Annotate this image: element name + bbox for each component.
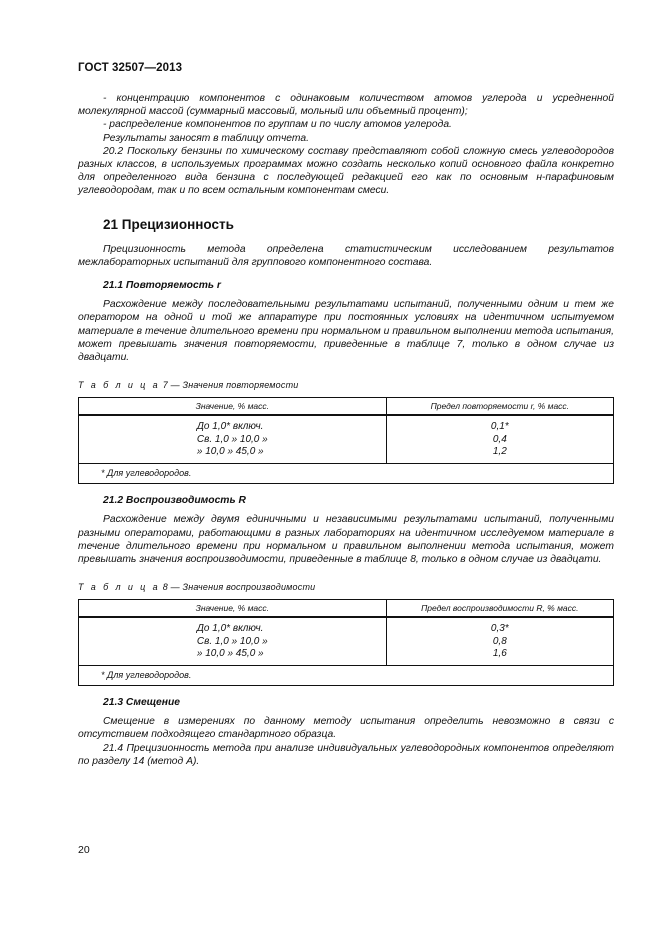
- section-21-text: Прецизионность метода определена статистическим исследованием результатов межлабораторных испытаний для группового компонентного состава.: [78, 243, 614, 268]
- table-8-limit-row: 0,8: [492, 635, 507, 647]
- table-7-caption-title: 7 — Значения повторяемости: [160, 380, 299, 391]
- table-7-value-cell: [79, 415, 387, 463]
- table-7-value-row: Св. 1,0 » 10,0 »: [196, 433, 268, 445]
- table-8-value-row: До 1,0* включ.: [196, 623, 264, 635]
- table-8-footnote: * Для углеводородов.: [79, 665, 614, 685]
- table-8-value-row: » 10,0 » 45,0 »: [196, 648, 264, 660]
- table-8-limit-cell: [386, 617, 613, 665]
- table-8-caption-title: 8 — Значения воспроизводимости: [160, 582, 316, 593]
- table-7: [78, 397, 614, 484]
- section-21-1-heading: 21.1 Повторяемость r: [103, 280, 221, 292]
- table-8-value-row: Св. 1,0 » 10,0 »: [196, 635, 268, 647]
- table-7-limit-row: 0,1*: [490, 421, 509, 433]
- table-7-limit-cell: [386, 415, 613, 463]
- table-7-caption: [78, 379, 614, 392]
- section-21-3-text: Смещение в измерениях по данному методу испытания определить невозможно в связи с отсутствием подходящего стандартного образца.: [78, 716, 614, 741]
- section-21-1-text: Расхождение между последовательными результатами испытаний, полученными одним и тем же оператором на одной и той же аппаратуре при постоянных условиях на идентичном испытуемом материале в течение длительного времени при нормальном и правильном выполнении метода испытания, может превышать значения повторяемости, приведенные в таблице 7, только в одном случае из двадцати.: [78, 299, 614, 364]
- table-7-limit-row: 0,4: [492, 433, 507, 445]
- table-7-header-limit: Предел повторяемости r, % масс.: [386, 398, 613, 416]
- table-8-header-limit: Предел воспроизводимости R, % масс.: [386, 600, 613, 618]
- table-8: [78, 599, 614, 686]
- document-header-title: ГОСТ 32507—2013: [78, 62, 183, 74]
- table-8-limit-row: 1,6: [492, 648, 507, 660]
- document-body: [78, 92, 614, 768]
- table-7-value-row: » 10,0 » 45,0 »: [196, 446, 264, 458]
- section-21-3-heading: 21.3 Смещение: [103, 697, 181, 709]
- section-21-2-text: Расхождение между двумя единичными и независимыми результатами испытаний, полученными разными операторами, работающими в разных лабораториях на идентичном исследуемом материале в течение длительного времени при нормальном и правильном выполнении метода испытания, может превышать значения воспроизводимости, приведенные в таблице 8, только в одном случае из двадцати.: [78, 514, 614, 565]
- table-7-value-row: До 1,0* включ.: [196, 421, 264, 433]
- paragraph-results-report: Результаты заносят в таблицу отчета.: [103, 132, 309, 144]
- table-8-caption: [78, 581, 614, 594]
- paragraph-20-2: 20.2 Поскольку бензины по химическому составу представляют собой сложную смесь углеводородов разных классов, в используемых программах можно создать несколько копий основного файла конкретно для определенного вида бензина с последующей редакцией его как по основным н-парафиновым углеводородам, так и по всем остальным компонентам смеси.: [78, 145, 614, 197]
- paragraph-distribution: - распределение компонентов по группам и по числу атомов углерода.: [103, 119, 452, 131]
- table-7-footnote: * Для углеводородов.: [79, 463, 614, 483]
- paragraph-concentration: - концентрацию компонентов с одинаковым количеством атомов углерода и усредненной молекулярной массой (суммарный массовый, мольный или объемный процент);: [78, 93, 614, 118]
- table-8-limit-row: 0,3*: [490, 623, 509, 635]
- section-21-4-text: 21.4 Прецизионность метода при анализе индивидуальных углеводородных компонентов определяют по разделу 14 (метод А).: [78, 742, 614, 767]
- section-21-2-heading: 21.2 Воспроизводимость R: [103, 495, 246, 507]
- table-7-caption-prefix: Т а б л и ц а: [78, 380, 161, 391]
- page-number: 20: [78, 844, 90, 856]
- section-21-heading: 21 Прецизионность: [103, 216, 234, 232]
- table-7-limit-row: 1,2: [492, 446, 507, 458]
- table-7-header-value: Значение, % масс.: [79, 398, 387, 416]
- table-8-header-value: Значение, % масс.: [79, 600, 387, 618]
- table-8-caption-prefix: Т а б л и ц а: [78, 582, 161, 593]
- table-8-value-cell: [79, 617, 387, 665]
